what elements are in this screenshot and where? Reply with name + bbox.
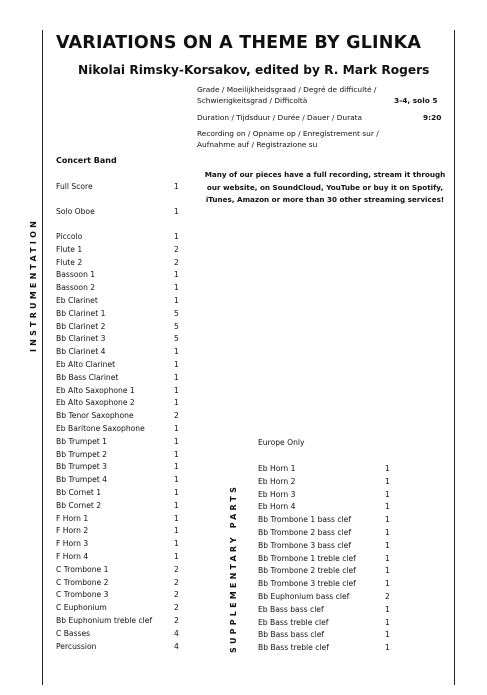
part-quantity: 5 <box>174 308 179 318</box>
part-row <box>258 540 390 550</box>
promo-line-3: iTunes, Amazon or more than 30 other streaming services! <box>205 195 445 204</box>
part-row <box>56 590 179 600</box>
part-row <box>56 347 179 357</box>
right-vertical-rule <box>454 30 455 685</box>
left-vertical-rule <box>42 30 43 685</box>
part-name: Bb Bass Clarinet <box>56 372 119 382</box>
part-name: F Horn 1 <box>56 513 89 523</box>
part-row <box>56 257 179 267</box>
part-quantity: 1 <box>174 283 179 293</box>
part-name: Bb Trumpet 3 <box>56 462 108 472</box>
part-row <box>258 476 390 486</box>
grade-value: 3-4, solo 5 <box>394 96 438 105</box>
part-quantity: 1 <box>385 528 390 537</box>
part-name: Bb Trombone 1 bass clef <box>258 515 352 525</box>
part-row <box>258 489 390 499</box>
part-quantity: 1 <box>174 207 179 216</box>
part-name: Bb Trumpet 1 <box>56 436 108 446</box>
part-quantity: 1 <box>174 436 179 446</box>
part-name: Bb Trombone 1 treble clef <box>258 553 356 563</box>
part-name: Piccolo <box>56 232 83 241</box>
part-row <box>258 604 390 614</box>
part-name: C Trombone 2 <box>56 577 109 587</box>
part-row <box>56 462 179 472</box>
promo-line-1: Many of our pieces have a full recording, stream it through <box>204 170 446 179</box>
recording-label-line1: Recording on / Opname op / Enregistrement sur / <box>197 129 379 138</box>
streaming-promo <box>200 169 450 207</box>
part-quantity: 2 <box>174 411 179 421</box>
part-name: C Basses <box>56 628 91 638</box>
part-row <box>258 630 390 640</box>
part-name: C Euphonium <box>56 603 107 613</box>
part-quantity: 2 <box>174 603 179 613</box>
recording-label-line2: Aufnahme auf / Registrazione su <box>197 140 318 149</box>
part-quantity: 1 <box>174 232 179 241</box>
part-quantity: 1 <box>385 617 390 627</box>
europe-only-heading: Europe Only <box>258 438 305 447</box>
part-quantity: 1 <box>174 500 179 510</box>
part-row <box>56 436 179 446</box>
part-row <box>56 628 179 638</box>
part-row <box>56 308 179 318</box>
part-name: Bb Clarinet 4 <box>56 347 106 357</box>
part-quantity: 1 <box>385 502 390 512</box>
part-quantity: 1 <box>385 630 390 640</box>
part-name: Eb Horn 3 <box>258 489 296 499</box>
part-name: Flute 1 <box>56 244 83 254</box>
part-row <box>258 464 390 473</box>
part-quantity: 1 <box>385 643 390 653</box>
part-row <box>56 321 179 331</box>
composer-subtitle: Nikolai Rimsky-Korsakov, edited by R. Mark Rogers <box>78 63 430 77</box>
part-quantity: 1 <box>174 475 179 485</box>
part-row <box>56 207 179 216</box>
part-quantity: 1 <box>174 270 179 280</box>
part-name: Bb Trombone 3 treble clef <box>258 579 356 589</box>
part-row <box>56 398 179 408</box>
part-row <box>258 643 390 653</box>
part-quantity: 1 <box>174 462 179 472</box>
part-quantity: 2 <box>385 592 390 601</box>
part-row <box>56 270 179 280</box>
grade-label-line1: Grade / Moeilijkheidsgraad / Degré de difficulté / <box>197 85 377 94</box>
part-quantity: 1 <box>174 398 179 408</box>
part-quantity: 1 <box>174 488 179 497</box>
part-name: Bb Euphonium bass clef <box>258 592 350 601</box>
part-name: Percussion <box>56 641 97 651</box>
part-name: Eb Alto Saxophone 2 <box>56 398 135 408</box>
part-name: Bassoon 1 <box>56 270 96 280</box>
duration-label: Duration / Tijdsduur / Durée / Dauer / Durata <box>197 113 363 122</box>
part-row <box>56 283 179 293</box>
part-row <box>258 528 390 537</box>
part-quantity: 2 <box>174 564 179 574</box>
page-title: VARIATIONS ON A THEME BY GLINKA <box>56 33 422 53</box>
part-row <box>258 502 390 512</box>
part-row <box>56 372 179 382</box>
recording-info <box>197 128 379 150</box>
supplementary-parts-side-label: SUPPLEMENTARY PARTS <box>229 483 238 653</box>
part-name: Bb Euphonium treble clef <box>56 616 153 625</box>
part-row <box>56 641 179 651</box>
part-row <box>56 603 179 613</box>
part-row <box>258 592 390 601</box>
part-name: Eb Alto Saxophone 1 <box>56 385 135 395</box>
part-row <box>56 244 179 254</box>
part-row <box>56 334 179 344</box>
part-quantity: 1 <box>174 552 179 561</box>
part-name: Eb Horn 4 <box>258 502 296 512</box>
part-name: Bb Trombone 3 bass clef <box>258 540 352 550</box>
part-name: Eb Alto Clarinet <box>56 360 116 369</box>
part-name: F Horn 4 <box>56 552 89 561</box>
instrumentation-side-label: INSTRUMENTATION <box>29 217 38 352</box>
part-quantity: 1 <box>385 464 390 473</box>
part-quantity: 1 <box>174 513 179 523</box>
part-quantity: 1 <box>385 515 390 525</box>
part-row <box>56 577 179 587</box>
part-quantity: 1 <box>174 372 179 382</box>
part-row <box>56 232 179 241</box>
part-quantity: 1 <box>174 526 179 536</box>
part-quantity: 1 <box>385 579 390 589</box>
part-quantity: 1 <box>174 449 179 459</box>
part-row <box>56 385 179 395</box>
promo-line-2: our website, on SoundCloud, YouTube or buy it on Spotify, <box>206 182 444 192</box>
part-quantity: 1 <box>385 566 390 576</box>
part-quantity: 1 <box>174 539 179 549</box>
part-quantity: 1 <box>174 424 179 433</box>
part-name: Eb Clarinet <box>56 296 98 305</box>
part-name: Bb Tenor Saxophone <box>56 411 134 421</box>
part-quantity: 1 <box>174 182 179 191</box>
part-name: Eb Horn 1 <box>258 464 296 473</box>
part-quantity: 2 <box>174 257 179 267</box>
part-name: Solo Oboe <box>56 207 95 216</box>
part-row <box>56 182 179 191</box>
concert-band-heading: Concert Band <box>56 156 117 165</box>
part-name: Eb Horn 2 <box>258 476 296 486</box>
part-quantity: 1 <box>385 553 390 563</box>
part-name: Bb Cornet 2 <box>56 500 102 510</box>
part-name: Eb Baritone Saxophone <box>56 424 145 433</box>
part-row <box>258 566 390 576</box>
duration-value: 9:20 <box>423 113 442 122</box>
part-name: Bb Bass bass clef <box>258 630 325 640</box>
grade-info <box>197 84 438 106</box>
part-name: Bb Trumpet 2 <box>56 449 108 459</box>
part-quantity: 1 <box>174 347 179 357</box>
part-row <box>258 553 390 563</box>
part-name: Bb Bass treble clef <box>258 643 329 653</box>
part-row <box>56 411 179 421</box>
part-quantity: 1 <box>174 296 179 305</box>
part-quantity: 4 <box>174 641 179 651</box>
grade-label-line2: Schwierigkeitsgrad / Difficoltà <box>197 96 308 105</box>
part-row <box>56 500 179 510</box>
part-quantity: 2 <box>174 590 179 600</box>
part-quantity: 1 <box>385 476 390 486</box>
part-row <box>56 296 179 305</box>
part-quantity: 1 <box>174 385 179 395</box>
part-row <box>56 449 179 459</box>
part-name: Bb Trombone 2 treble clef <box>258 566 356 576</box>
part-name: Full Score <box>56 182 93 191</box>
part-quantity: 4 <box>174 628 179 638</box>
part-name: Bb Cornet 1 <box>56 488 102 497</box>
part-quantity: 1 <box>385 540 390 550</box>
part-quantity: 2 <box>174 616 179 625</box>
part-quantity: 1 <box>174 360 179 369</box>
part-name: Eb Bass treble clef <box>258 617 329 627</box>
part-quantity: 2 <box>174 577 179 587</box>
part-name: Eb Bass bass clef <box>258 604 324 614</box>
part-name: Bassoon 2 <box>56 283 96 293</box>
part-row <box>258 617 390 627</box>
duration-info <box>197 112 442 123</box>
part-name: C Trombone 1 <box>56 564 109 574</box>
part-name: F Horn 3 <box>56 539 89 549</box>
part-name: Bb Clarinet 2 <box>56 321 106 331</box>
part-row <box>258 515 390 525</box>
part-quantity: 5 <box>174 321 179 331</box>
part-name: Bb Clarinet 1 <box>56 308 106 318</box>
part-row <box>56 475 179 485</box>
part-row <box>56 424 179 433</box>
part-row <box>56 552 179 561</box>
part-quantity: 1 <box>385 489 390 499</box>
part-row <box>56 488 179 497</box>
part-name: F Horn 2 <box>56 526 89 536</box>
part-row <box>56 539 179 549</box>
part-row <box>56 526 179 536</box>
part-row <box>56 564 179 574</box>
part-row <box>258 579 390 589</box>
part-name: Bb Trombone 2 bass clef <box>258 528 352 537</box>
part-quantity: 2 <box>174 244 179 254</box>
part-quantity: 5 <box>174 334 179 344</box>
part-row <box>56 513 179 523</box>
part-quantity: 1 <box>385 604 390 614</box>
part-name: Flute 2 <box>56 257 83 267</box>
part-name: Bb Trumpet 4 <box>56 475 108 485</box>
part-row <box>56 616 179 625</box>
part-name: Bb Clarinet 3 <box>56 334 106 344</box>
part-name: C Trombone 3 <box>56 590 109 600</box>
part-row <box>56 360 179 369</box>
